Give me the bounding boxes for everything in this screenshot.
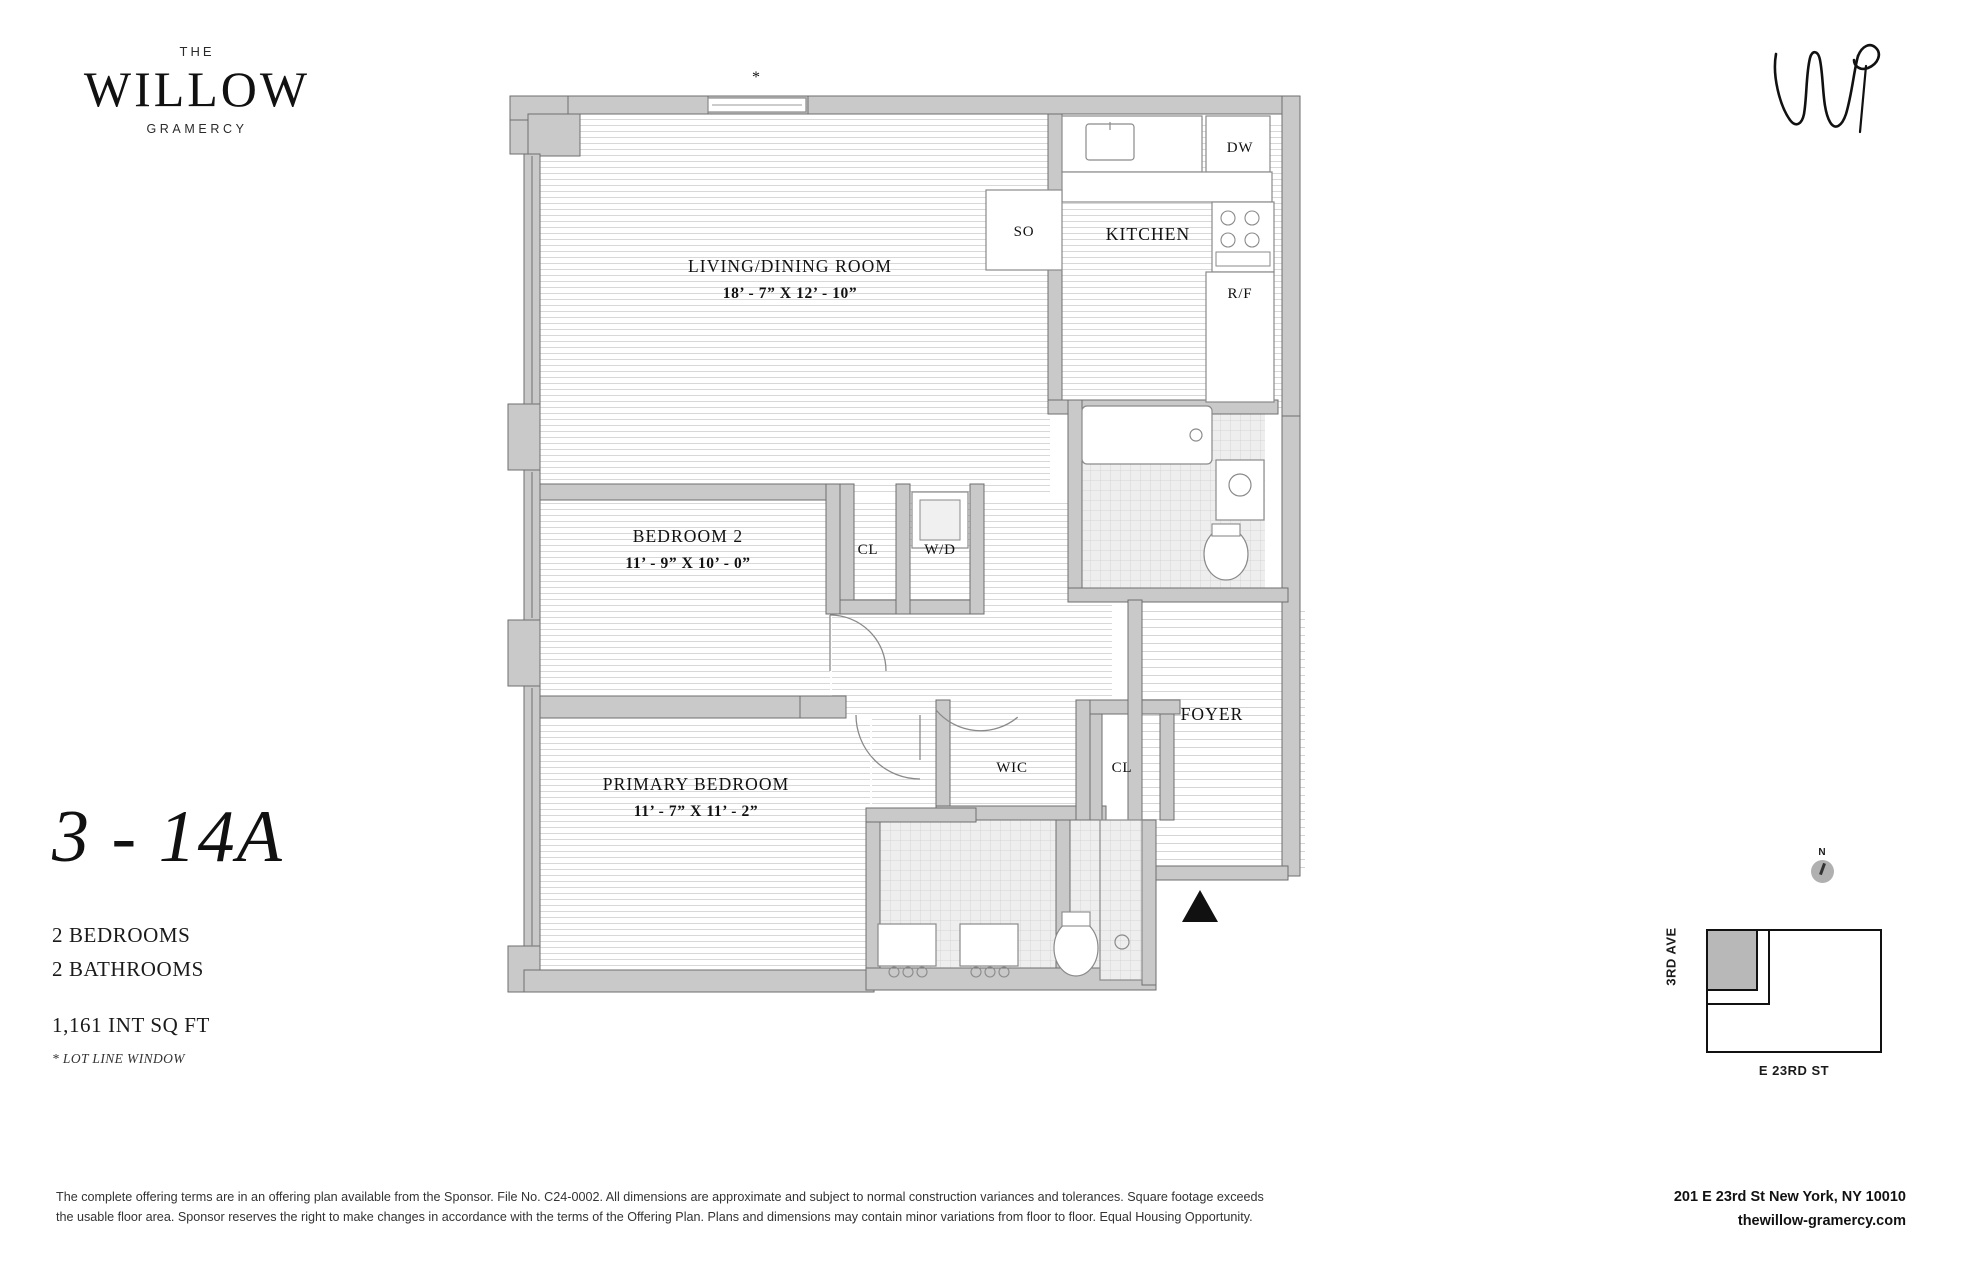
- key-map-unit-highlight: [1706, 929, 1758, 991]
- disclaimer: [56, 1187, 1506, 1228]
- key-map-street-left: 3RD AVE: [1663, 927, 1679, 986]
- unit-info: [52, 796, 432, 1067]
- address-line: 201 E 23rd St New York, NY 10010: [1673, 1189, 1906, 1205]
- living-dining-dim: 18’ - 7” X 12’ - 10”: [722, 285, 858, 302]
- brand-sub-label: GRAMERCY: [146, 121, 248, 136]
- mid-hall-floor: [872, 700, 1102, 805]
- primary-bedroom-dim: 11’ - 7” X 11’ - 2”: [633, 803, 759, 820]
- unit-lot-line-note: * LOT LINE WINDOW: [52, 1051, 185, 1067]
- brand-logo: [52, 44, 342, 136]
- unit-sqft: 1,161 INT SQ FT: [52, 1013, 210, 1038]
- unit-number: 3 - 14A: [52, 796, 284, 878]
- wic-label: WIC: [996, 760, 1028, 776]
- key-map-street-bottom: E 23RD ST: [1758, 1063, 1830, 1078]
- dw-label: DW: [1226, 140, 1254, 156]
- lot-line-asterisk: *: [752, 69, 760, 86]
- entry-marker-icon: [1182, 890, 1218, 922]
- so-label: SO: [1013, 224, 1035, 240]
- w-monogram-icon: [1762, 36, 1892, 146]
- kitchen-label: KITCHEN: [1105, 224, 1191, 244]
- floor-plan-svg: [500, 60, 1490, 1140]
- unit-bedrooms: 2 BEDROOMS: [52, 923, 191, 947]
- cl2-label: CL: [1111, 760, 1133, 776]
- floor-plan: [500, 60, 1490, 1140]
- brand-the-label: THE: [179, 44, 215, 59]
- brand-name-label: WILLOW: [83, 61, 311, 117]
- wd-label: W/D: [924, 542, 956, 558]
- compass-north-label: N: [1818, 847, 1826, 858]
- disclaimer-line-2: the usable floor area. Sponsor reserves the right to make changes in accordance with the terms of the Offering Plan. Plans and dimensions may contain minor variations from floor to floor. Equal Housing Opportunity.: [56, 1210, 1253, 1225]
- primary-bedroom-floor: [540, 725, 870, 970]
- website-link[interactable]: thewillow-gramercy.com: [1737, 1212, 1906, 1229]
- key-map: [1660, 845, 1910, 1078]
- laundry-fixtures: [912, 492, 968, 548]
- cl1-label: CL: [857, 542, 879, 558]
- bedroom2-dim: 11’ - 9” X 10’ - 0”: [625, 555, 751, 572]
- unit-bathrooms: 2 BATHROOMS: [52, 957, 204, 982]
- compass-dial-icon: [1811, 860, 1834, 883]
- foyer-label: FOYER: [1180, 704, 1244, 724]
- primary-bedroom-label: PRIMARY BEDROOM: [602, 774, 790, 794]
- contact-block: [1674, 1186, 1906, 1234]
- disclaimer-line-1: The complete offering terms are in an offering plan available from the Sponsor. File No. C24-0002. All dimensions are approximate and subject to normal construction variances and tolerances. Square footage exceeds: [56, 1190, 1264, 1204]
- lot-line-window: [708, 98, 806, 112]
- bedroom2-label: BEDROOM 2: [632, 526, 744, 546]
- rf-label: R/F: [1227, 286, 1253, 302]
- compass-icon: [1802, 847, 1842, 883]
- living-dining-label: LIVING/DINING ROOM: [687, 256, 893, 276]
